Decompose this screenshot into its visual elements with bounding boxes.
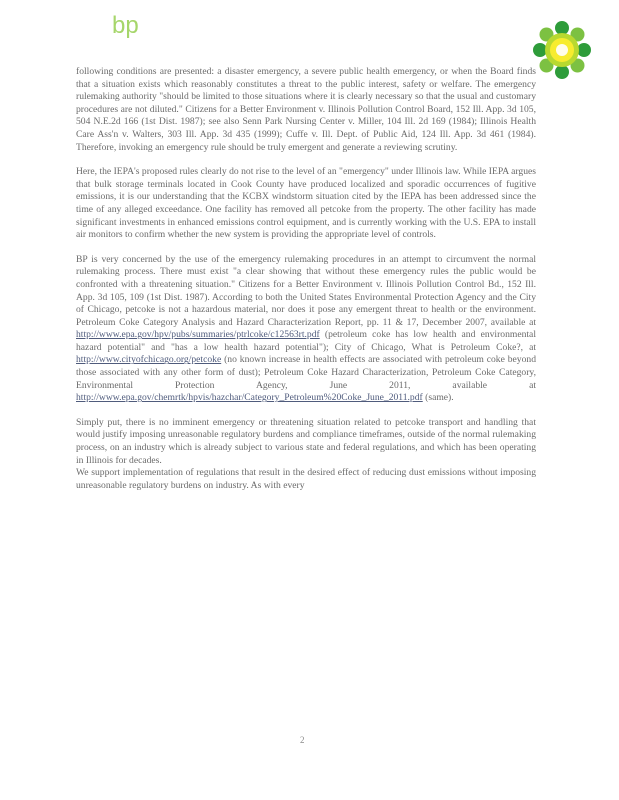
paragraph-text: (same). — [425, 392, 454, 404]
paragraph-no-threat: Simply put, there is no imminent emergency or threatening situation related to petcoke transport and handling that would justify imposing unreasonable regulatory burdens and compliance timeframes, outside of the normal rulemaking process, on an industry which is already subject to various state and federal regulations, and which has been operating in Illinois for decades. — [76, 416, 536, 466]
paragraph-text: BP is very concerned by the use of the emergency rulemaking procedures in an attempt to circumvent the normal rulemaking process. There must exist "a clear showing that without these emergency rules the public would be confronted with a threatening situation." Citizens for a Better Environment v. Illinois Pollution Control Bd., 152 Ill. App. 3d 105, 109 (1st Dist. 1987). According to both the United States Environmental Protection Agency and the City of Chicago, petcoke is not a hazardous material, nor does it pose any emergent threat to health or the environment. Petroleum Coke Category Analysis and Hazard Characterization Report, pp. 11 & 17, December 2007, available at — [76, 253, 536, 328]
page-number: 2 — [300, 735, 305, 745]
bp-wordmark: bp — [112, 12, 139, 39]
chicago-petcoke-link[interactable]: http://www.cityofchicago.org/petcoke — [76, 354, 222, 366]
paragraph-text: (no known increase in health effects are associated with petroleum coke beyond those associated with any other form of dust); Petroleum Coke Hazard Characterization, Petroleum Coke Category, Environmental Protection Agency, June 2011, available at — [76, 354, 536, 391]
epa-report-link[interactable]: http://www.epa.gov/hpv/pubs/summaries/ptrlcoke/c12563rt.pdf — [76, 329, 320, 341]
paragraph-no-emergency: Here, the IEPA's proposed rules clearly do not rise to the level of an "emergency" under Illinois law. While IEPA argues that bulk storage terminals located in Cook County have produced localized and sporadic occurrences of fugitive emissions, it is our understanding that the KCBX windstorm situation cited by the IEPA has been addressed since the time of any alleged exceedance. One facility has removed all petcoke from the property. The other facility has made significant investments in enhanced emissions control equipment, and is currently working with the U.S. EPA to install air monitors to confirm whether the new system is providing the appropriate level of controls. — [76, 166, 536, 241]
paragraph-emergency-standard: following conditions are presented: a disaster emergency, a severe public health emergency, or when the Board finds that a situation exists which reasonably constitutes a threat to the public interest, safety or welfare. The emergency rulemaking authority "should be limited to those situations where it is clearly necessary so that the usual and customary procedures are not diluted." Citizens for a Better Environment v. Illinois Pollution Control Board, 152 Ill. App. 3d 105, 504 N.E.2d 166 (1st Dist. 1987); see also Senn Park Nursing Center v. Miller, 104 Ill. 2d 169 (1984); Illinois Health Care Ass'n v. Walters, 303 Ill. App. 3d 435 (1999); Cuffe v. Ill. Dept. of Public Aid, 124 Ill. App. 3d 461 (1984). Therefore, invoking an emergency rule should be truly emergent and generate a reviewing scrutiny. — [76, 66, 536, 153]
letter-body — [76, 66, 536, 504]
paragraph-text: (petroleum coke has low health and environmental hazard potential" and "has a low health hazard potential"); City of Chicago, What is Petroleum Coke?, at — [76, 329, 536, 353]
helios-sunflower-icon — [532, 20, 592, 80]
paragraph-petcoke-hazard — [76, 254, 536, 405]
paragraph-support-regulations: We support implementation of regulations that result in the desired effect of reducing dust emissions without imposing unreasonable regulatory burdens on industry. As with every — [76, 467, 536, 491]
epa-hazard-link[interactable]: http://www.epa.gov/chemrtk/hpvis/hazchar/Category_Petroleum%20Coke_June_2011.pdf — [76, 392, 423, 404]
